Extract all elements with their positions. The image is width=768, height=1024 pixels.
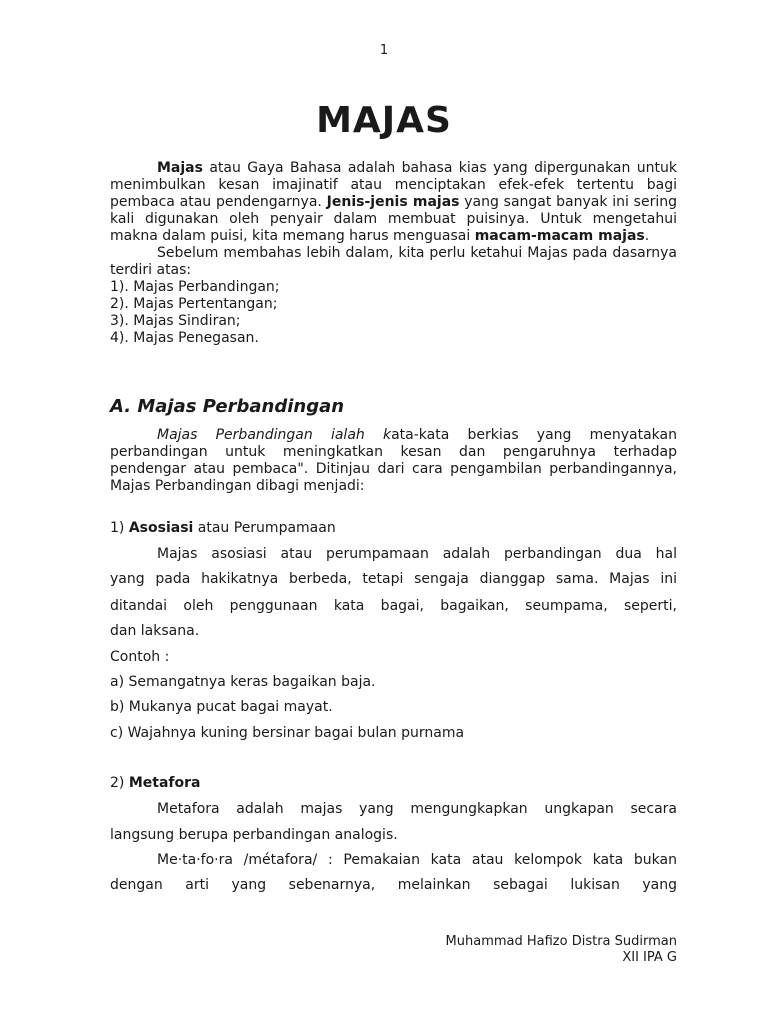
paragraph-line: dengan arti yang sebenarnya, melainkan sebagai lukisan yang	[110, 877, 677, 893]
item-heading: 2) Metafora	[110, 775, 201, 791]
italic-term: Majas Perbandingan ialah k	[157, 427, 392, 443]
bold-term: Majas	[157, 160, 203, 176]
paragraph-line: yang pada hakikatnya berbeda, tetapi sengaja dianggap sama. Majas ini	[110, 571, 677, 587]
page-title: MAJAS	[316, 100, 452, 141]
bold-term: macam-macam majas	[474, 228, 645, 244]
intro-text: .	[644, 228, 650, 244]
intro-paragraph-1	[110, 160, 677, 245]
paragraph-line: ditandai oleh penggunaan kata bagai, bagaikan, seumpama, seperti,	[110, 598, 677, 614]
intro-text: yang sangat banyak ini sering kali digunakan oleh penyair dalam membuat puisinya. Untuk mengetahui makna dalam puisi, kita memang harus menguasai	[110, 194, 677, 244]
intro-section	[110, 160, 677, 347]
section-heading: A. Majas Perbandingan	[110, 396, 345, 417]
bold-term: Jenis-jenis majas	[326, 194, 460, 210]
list-item: 4). Majas Penegasan.	[110, 330, 259, 346]
section-a-paragraph	[110, 427, 677, 495]
example-label: Contoh :	[110, 649, 170, 665]
footer-name: Muhammad Hafizo Distra Sudirman	[445, 934, 677, 949]
page-number: 1	[379, 43, 389, 58]
paragraph-line: Me·ta·fo·ra /métafora/ : Pemakaian kata atau kelompok kata bukan	[157, 852, 677, 868]
paragraph-line: Metafora adalah majas yang mengungkapkan ungkapan secara	[157, 801, 677, 817]
paragraph-text: ata-kata berkias yang menyatakan perbandingan untuk meningkatkan kesan dan pengaruhnya terhadap pendengar atau pembaca". Ditinjau dari cara pengambilan perbandingannya, Majas Perbandingan dibagi menjadi:	[110, 427, 677, 494]
item-heading: 1) Asosiasi atau Perumpamaan	[110, 520, 336, 536]
list-item: 1). Majas Perbandingan;	[110, 279, 280, 295]
paragraph-line: dan laksana.	[110, 623, 200, 639]
example-item: b) Mukanya pucat bagai mayat.	[110, 699, 333, 715]
paragraph-line: langsung berupa perbandingan analogis.	[110, 827, 398, 843]
intro-text: atau Gaya Bahasa adalah bahasa kias yang dipergunakan untuk menimbulkan kesan imajinatif atau menciptakan efek-efek tertentu bagi pembaca atau pendengarnya.	[110, 160, 677, 210]
list-item: 2). Majas Pertentangan;	[110, 296, 278, 312]
example-item: a) Semangatnya keras bagaikan baja.	[110, 674, 376, 690]
footer-class: XII IPA G	[622, 950, 677, 965]
intro-paragraph-2: Sebelum membahas lebih dalam, kita perlu ketahui Majas pada dasarnya terdiri atas:	[110, 245, 677, 278]
list-item: 3). Majas Sindiran;	[110, 313, 241, 329]
paragraph-line: Majas asosiasi atau perumpamaan adalah perbandingan dua hal	[157, 546, 677, 562]
example-item: c) Wajahnya kuning bersinar bagai bulan purnama	[110, 725, 465, 741]
